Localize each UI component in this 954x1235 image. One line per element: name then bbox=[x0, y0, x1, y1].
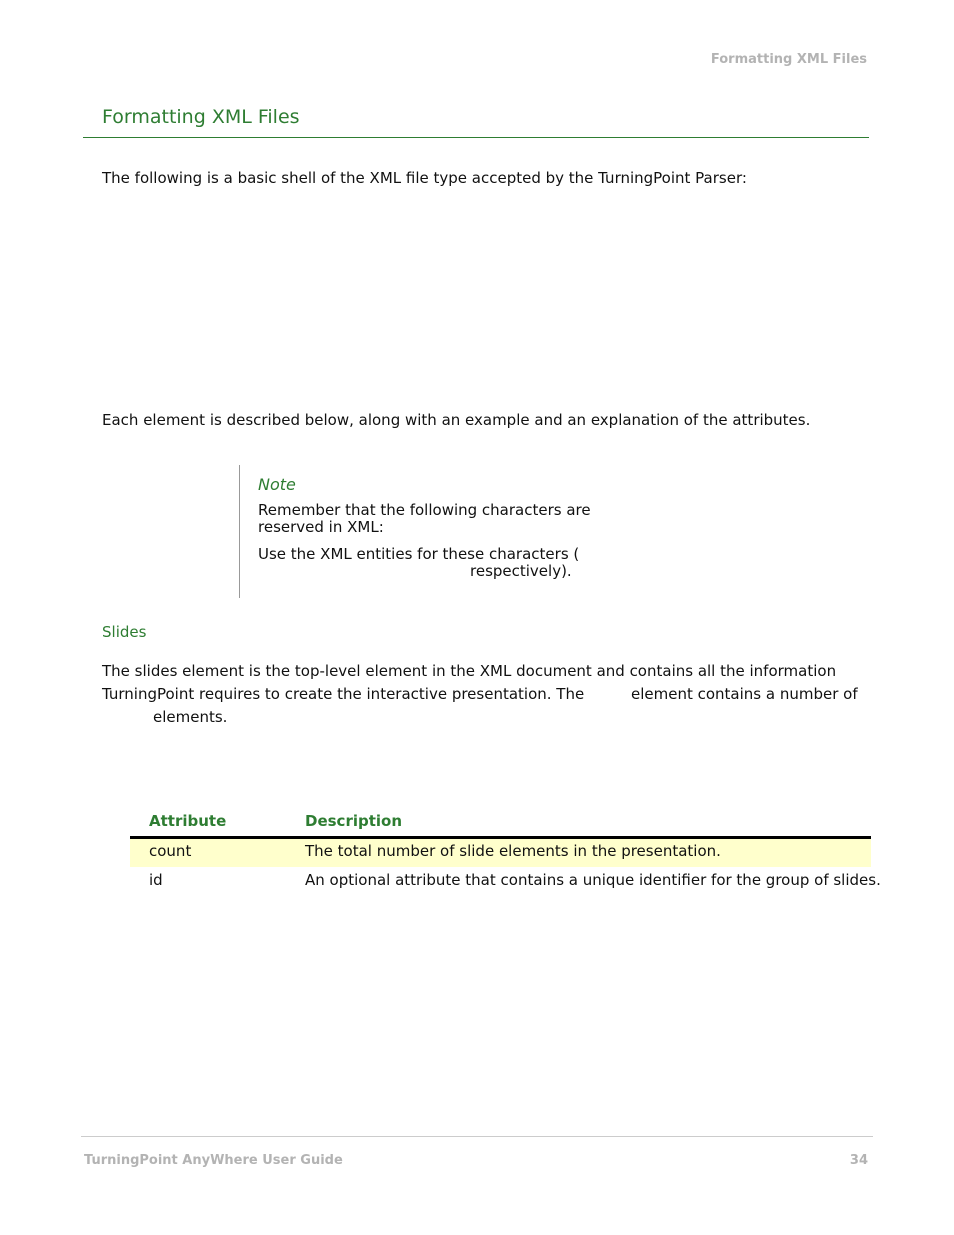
footer-divider bbox=[81, 1136, 873, 1137]
table-cell-attribute: count bbox=[149, 842, 192, 860]
footer-guide-title: TurningPoint AnyWhere User Guide bbox=[84, 1153, 343, 1168]
footer-page-number: 34 bbox=[849, 1153, 868, 1168]
slides-paragraph-line: element contains a number of bbox=[631, 685, 858, 703]
slides-paragraph-line: TurningPoint requires to create the interactive presentation. The bbox=[102, 685, 585, 703]
table-header-attribute: Attribute bbox=[149, 812, 227, 830]
title-divider bbox=[83, 137, 869, 138]
note-text-line: Remember that the following characters are bbox=[258, 501, 591, 519]
note-text-line: respectively). bbox=[470, 562, 572, 580]
section-title: Formatting XML Files bbox=[102, 106, 300, 128]
note-sidebar-rule bbox=[239, 465, 240, 598]
slides-paragraph-line: elements. bbox=[153, 708, 228, 726]
table-cell-description: The total number of slide elements in the presentation. bbox=[305, 842, 721, 860]
intro-paragraph: The following is a basic shell of the XML file type accepted by the TurningPoint Parser: bbox=[102, 169, 747, 187]
note-label: Note bbox=[258, 475, 296, 494]
table-cell-attribute: id bbox=[149, 871, 163, 889]
table-header-description: Description bbox=[305, 812, 403, 830]
slides-heading: Slides bbox=[102, 623, 147, 641]
slides-paragraph-line: The slides element is the top-level element in the XML document and contains all the information bbox=[102, 662, 837, 680]
table-cell-description: An optional attribute that contains a unique identifier for the group of slides. bbox=[305, 871, 881, 889]
note-text-line: Use the XML entities for these characters ( bbox=[258, 545, 580, 563]
describe-paragraph: Each element is described below, along with an example and an explanation of the attributes. bbox=[102, 411, 811, 429]
note-text-line: reserved in XML: bbox=[258, 518, 384, 536]
running-header: Formatting XML Files bbox=[710, 52, 867, 67]
